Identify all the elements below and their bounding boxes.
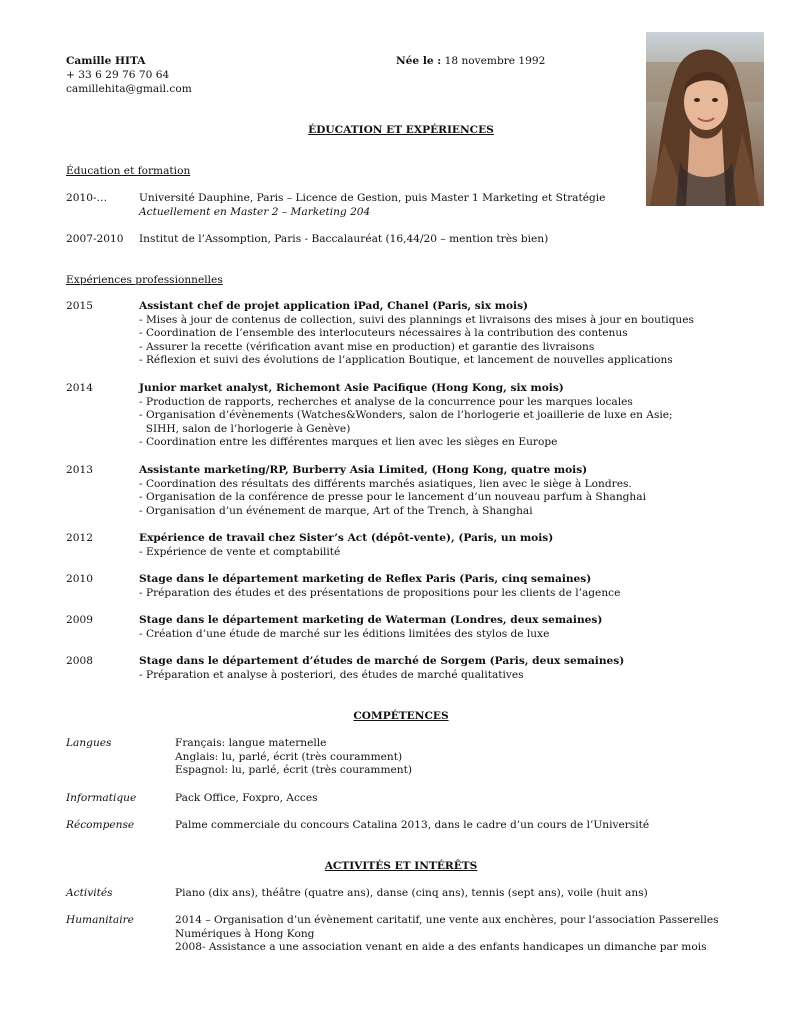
experience-line: - Coordination entre les différentes marques et lien avec les sièges en Europe xyxy=(139,436,558,449)
experience-year: 2008 xyxy=(66,655,93,667)
profile-photo xyxy=(646,32,764,206)
experience-year: 2009 xyxy=(66,614,93,626)
education-line: Institut de l’Assomption, Paris - Baccalauréat (16,44/20 – mention très bien) xyxy=(139,233,549,245)
section-title-skills: COMPÉTENCES xyxy=(353,710,449,722)
activity-line: Numériques à Hong Kong xyxy=(175,927,315,940)
skill-label: Langues xyxy=(66,737,112,749)
section-title-education-experience: ÉDUCATION ET EXPÉRIENCES xyxy=(308,124,494,136)
experience-year: 2010 xyxy=(66,573,93,585)
experience-title: Stage dans le département marketing de Reflex Paris (Paris, cinq semaines) xyxy=(139,573,592,585)
skill-value xyxy=(175,819,735,833)
experience-line: - Organisation d’un événement de marque, Art of the Trench, à Shanghai xyxy=(139,504,533,517)
education-note: Actuellement en Master 2 – Marketing 204 xyxy=(139,205,371,218)
experience-title: Stage dans le département d’études de marché de Sorgem (Paris, deux semaines) xyxy=(139,655,625,667)
experience-title: Expérience de travail chez Sister’s Act (dépôt-vente), (Paris, un mois) xyxy=(139,532,554,544)
skill-line: Palme commerciale du concours Catalina 2013, dans le cadre d’un cours de l’Université xyxy=(175,819,650,831)
education-line: Université Dauphine, Paris – Licence de Gestion, puis Master 1 Marketing et Stratégie xyxy=(139,192,606,204)
education-entry xyxy=(139,192,699,219)
experience-line: - Coordination des résultats des différents marchés asiatiques, lien avec le siège à Londres. xyxy=(139,477,632,490)
activity-line: 2014 – Organisation d’un évènement caritatif, une vente aux enchères, pour l’association Passerelles xyxy=(175,914,719,926)
experience-year: 2013 xyxy=(66,464,93,476)
birth-value: 18 novembre 1992 xyxy=(444,55,546,67)
experience-entry xyxy=(139,300,699,368)
experience-title: Stage dans le département marketing de Waterman (Londres, deux semaines) xyxy=(139,614,603,626)
experience-title: Junior market analyst, Richemont Asie Pacifique (Hong Kong, six mois) xyxy=(139,382,564,394)
section-title-activities: ACTIVITÉS ET INTÉRÊTS xyxy=(324,860,478,872)
experience-line: - Coordination de l’ensemble des interlocuteurs nécessaires à la contribution des contenus xyxy=(139,327,628,340)
education-year: 2010-… xyxy=(66,192,108,204)
skill-line: Espagnol: lu, parlé, écrit (très couramment) xyxy=(175,764,412,777)
experience-line: - Création d’une étude de marché sur les éditions limitées des stylos de luxe xyxy=(139,627,550,640)
skill-value xyxy=(175,792,735,806)
activity-value xyxy=(175,887,735,901)
skill-label: Informatique xyxy=(66,792,137,804)
experience-entry xyxy=(139,655,699,682)
experience-line: - Expérience de vente et comptabilité xyxy=(139,545,341,558)
experience-line: - Mises à jour de contenus de collection, suivi des plannings et livraisons des mises à jour en boutiques xyxy=(139,313,694,326)
candidate-name: Camille HITA xyxy=(66,55,146,67)
skill-label: Récompense xyxy=(66,819,135,831)
birth-date xyxy=(396,55,545,69)
experience-line: - Assurer la recette (vérification avant mise en production) et garantie des livraisons xyxy=(139,340,595,353)
experience-entry xyxy=(139,614,699,641)
skill-line: Anglais: lu, parlé, écrit (très couramment) xyxy=(175,750,403,763)
experience-year: 2012 xyxy=(66,532,93,544)
experience-entry xyxy=(139,382,699,450)
experience-year: 2014 xyxy=(66,382,93,394)
experience-line: - Organisation de la conférence de presse pour le lancement d’un nouveau parfum à Shanghai xyxy=(139,491,646,504)
experience-heading: Expériences professionnelles xyxy=(66,274,223,286)
skill-value xyxy=(175,737,735,778)
experience-line: - Organisation d’évènements (Watches&Wonders, salon de l’horlogerie et joaillerie de luxe en Asie; xyxy=(139,409,673,422)
experience-line: - Production de rapports, recherches et analyse de la concurrence pour les marques locales xyxy=(139,395,633,408)
email-address: camillehita@gmail.com xyxy=(66,83,192,95)
activity-label: Humanitaire xyxy=(66,914,134,926)
education-heading: Éducation et formation xyxy=(66,165,191,177)
experience-title: Assistante marketing/RP, Burberry Asia Limited, (Hong Kong, quatre mois) xyxy=(139,464,588,476)
experience-entry xyxy=(139,573,699,600)
experience-title: Assistant chef de projet application iPad, Chanel (Paris, six mois) xyxy=(139,300,529,312)
experience-line: - Préparation des études et des présentations de propositions pour les clients de l’agence xyxy=(139,586,621,599)
education-year: 2007-2010 xyxy=(66,233,124,245)
experience-line: - Préparation et analyse à posteriori, des études de marché qualitatives xyxy=(139,668,524,681)
activity-line: Piano (dix ans), théâtre (quatre ans), danse (cinq ans), tennis (sept ans), voile (huit ans) xyxy=(175,887,648,899)
activity-value xyxy=(175,914,735,955)
activity-line: 2008- Assistance a une association venant en aide a des enfants handicapes un dimanche par mois xyxy=(175,941,707,954)
experience-year: 2015 xyxy=(66,300,93,312)
birth-label: Née le : xyxy=(396,55,442,67)
phone-number: + 33 6 29 76 70 64 xyxy=(66,69,170,81)
experience-entry xyxy=(139,532,699,559)
experience-entry xyxy=(139,464,699,518)
experience-line: - Réflexion et suivi des évolutions de l’application Boutique, et lancement de nouvelles applications xyxy=(139,354,673,367)
skill-line: Français: langue maternelle xyxy=(175,737,327,749)
activity-label: Activités xyxy=(66,887,113,899)
education-entry xyxy=(139,233,699,247)
portrait-image xyxy=(646,32,764,206)
skill-line: Pack Office, Foxpro, Acces xyxy=(175,792,318,804)
experience-line: SIHH, salon de l’horlogerie à Genève) xyxy=(139,422,351,435)
